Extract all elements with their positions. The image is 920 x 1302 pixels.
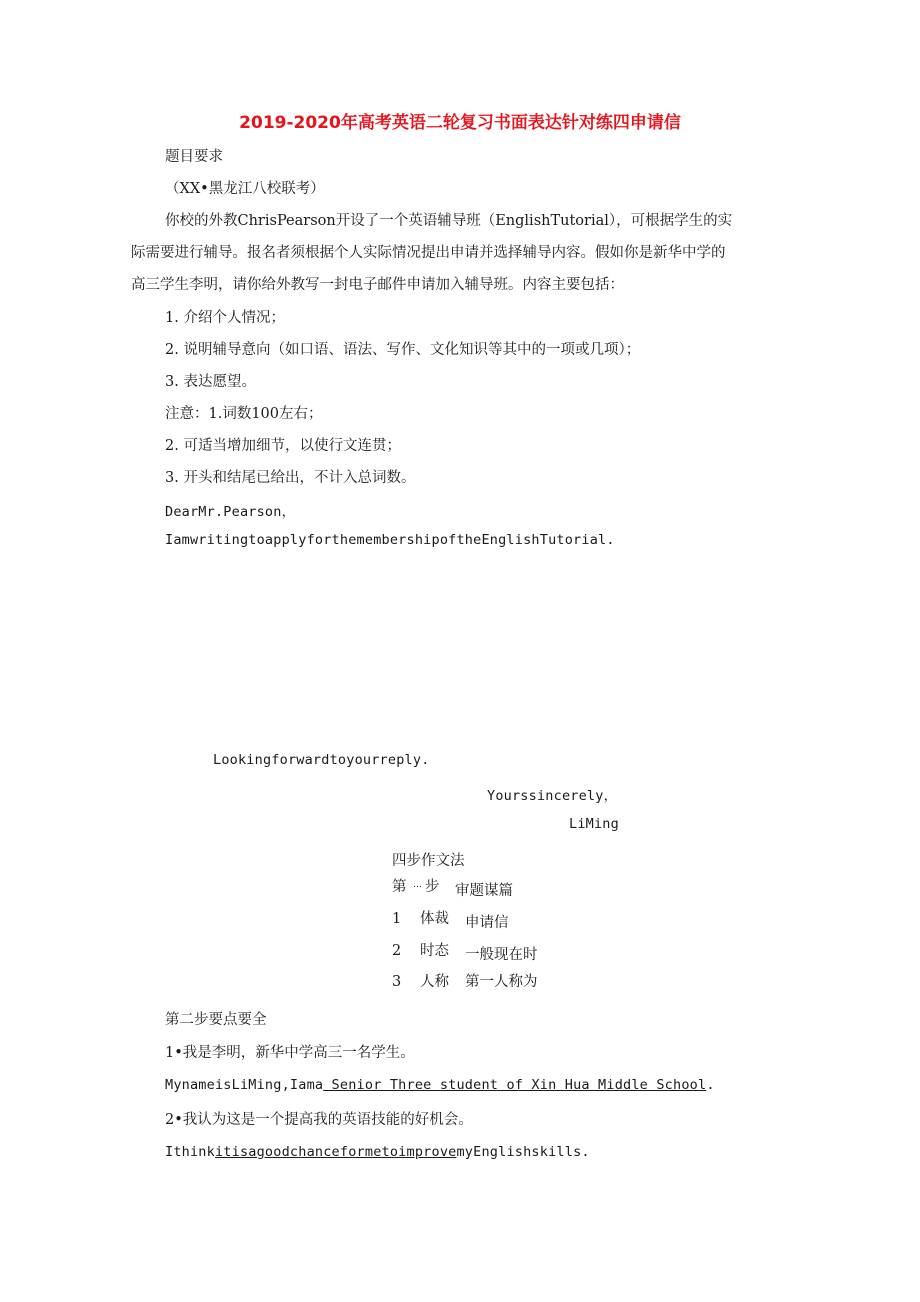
method-row-num: 1 <box>392 911 402 927</box>
answer-blank: Senior Three student of Xin Hua Middle School <box>323 1077 707 1093</box>
section-heading: 题目要求 <box>165 149 223 165</box>
step-label: 步 <box>425 879 440 895</box>
source-note: （XX•黑龙江八校联考） <box>165 181 325 197</box>
letter-signature: LiMing <box>569 816 619 832</box>
method-row-value: 第一人称为 <box>465 974 538 990</box>
sentence-text: . <box>706 1077 715 1093</box>
note-item: 注意：1.词数100左右； <box>165 406 323 422</box>
page-title: 2019-2020年高考英语二轮复习书面表达针对练四申请信 <box>239 113 681 133</box>
sentence-text: Ithink <box>165 1144 215 1160</box>
method-row-key: 时态 <box>420 943 449 959</box>
prompt-line-1: 你校的外教ChrisPearson开设了一个英语辅导班（EnglishTutorial），可根据学生的实 <box>165 213 733 229</box>
point-1-english <box>165 1077 715 1093</box>
method-row-num: 3 <box>392 974 402 990</box>
note-item: 3. 开头和结尾已给出，不计入总词数。 <box>165 470 416 486</box>
sentence-text: MynameisLiMing,Iama <box>165 1077 324 1093</box>
point-1-chinese: 1•我是李明，新华中学高三一名学生。 <box>165 1045 415 1061</box>
step-label: 第 <box>392 879 407 895</box>
method-heading: 四步作文法 <box>392 853 465 869</box>
ellipsis-mark: … <box>413 880 422 890</box>
point-2-english <box>165 1144 590 1160</box>
letter-greeting: DearMr.Pearson， <box>165 504 296 520</box>
note-item: 2. 可适当增加细节，以使行文连贯； <box>165 438 401 454</box>
prompt-line-2: 际需要进行辅导。报名者须根据个人实际情况提出申请并选择辅导内容。假如你是新华中学的 <box>131 245 726 261</box>
answer-blank: itisagoodchanceformetoimprove <box>214 1144 457 1160</box>
step-title: 审题谋篇 <box>455 883 513 899</box>
prompt-line-3: 高三学生李明，请你给外教写一封电子邮件申请加入辅导班。内容主要包括： <box>131 277 624 293</box>
content-item: 3. 表达愿望。 <box>165 374 256 390</box>
sentence-text: myEnglishskills. <box>456 1144 590 1160</box>
method-row-value: 一般现在时 <box>465 947 538 963</box>
method-row-num: 2 <box>392 943 402 959</box>
letter-closing: Lookingforwardtoyourreply. <box>213 752 430 768</box>
step2-heading: 第二步要点要全 <box>165 1012 267 1028</box>
content-item: 1. 介绍个人情况； <box>165 310 285 326</box>
letter-signoff: Yourssincerely， <box>487 788 618 804</box>
letter-opening: IamwritingtoapplyforthemembershipoftheEnglishTutorial. <box>165 532 615 548</box>
method-row-key: 人称 <box>420 974 449 990</box>
point-2-chinese: 2•我认为这是一个提高我的英语技能的好机会。 <box>165 1112 473 1128</box>
content-item: 2. 说明辅导意向（如口语、语法、写作、文化知识等其中的一项或几项）； <box>165 342 641 358</box>
method-row-value: 申请信 <box>465 915 509 931</box>
method-row-key: 体裁 <box>420 911 449 927</box>
